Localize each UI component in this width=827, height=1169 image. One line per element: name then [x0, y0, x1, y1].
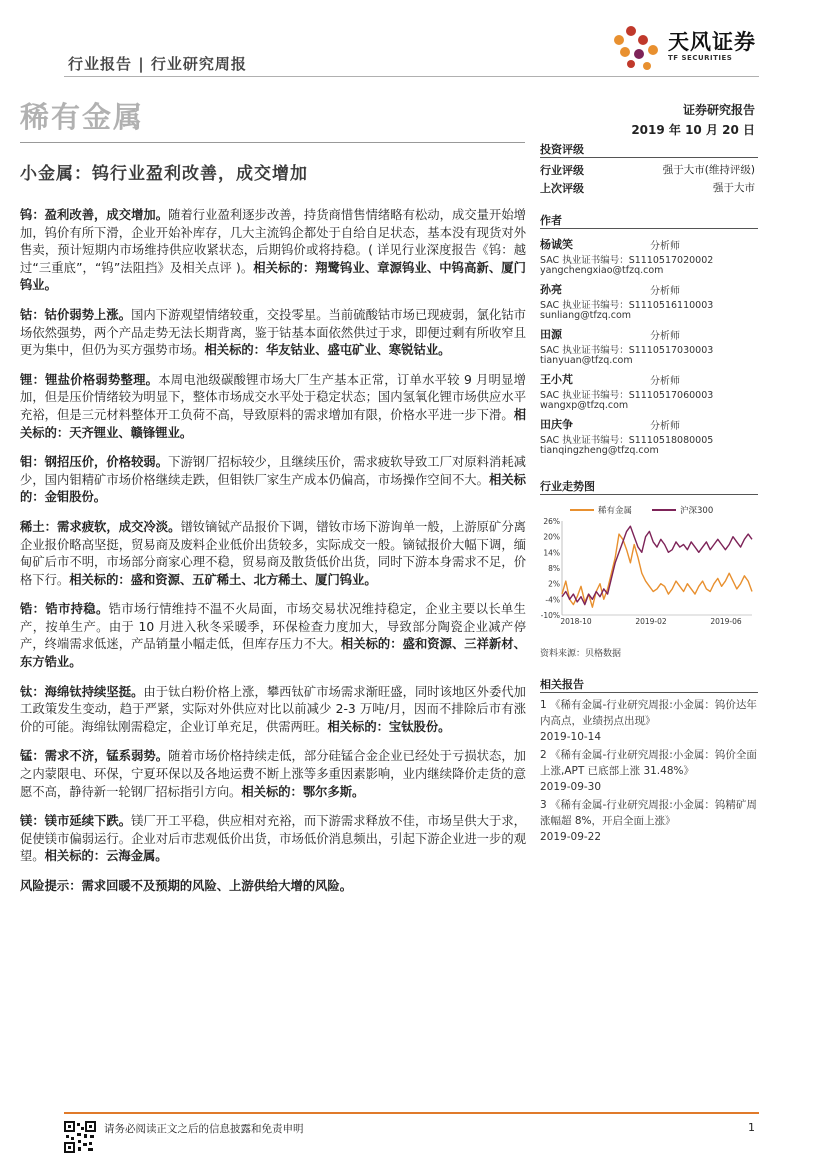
page-number: 1	[748, 1121, 755, 1134]
sector-title: 稀有金属	[20, 100, 145, 134]
rating-label: 行业评级	[540, 164, 584, 177]
author-cert: SAC 执业证书编号：S1110517020002	[540, 255, 714, 266]
paragraph-magnesium	[20, 813, 526, 866]
para-keyword: 钛：海绵钛持续坚挺。	[20, 684, 144, 699]
author-name: 王小芃	[540, 373, 573, 386]
paragraph-rare-earth	[20, 519, 526, 589]
paragraph-lithium	[20, 372, 526, 442]
rating-label: 上次评级	[540, 182, 584, 195]
para-text: 镨钕镝铽产品报价下调，镨钕市场下游询单一般，上游原矿分离企业报价略高坚挺，贸易商及废料企业低价出货较多，实际成交一般。镝铽报价大幅下调，缅甸矿后市不明，市场部分商家心理不稳，贸易商及散货低价出货，同时下游本身需求不足，价格下行。	[20, 519, 526, 587]
para-keyword: 钴：钴价弱势上涨。	[20, 307, 132, 322]
para-keyword: 钼：钢招压价，价格较弱。	[20, 455, 169, 470]
para-text: 国内下游观望情绪较重，交投零星。当前硫酸钴市场已现疲弱，氯化钴市场依然强势，两个产品走势无法长期背离，鉴于钴基本面依然供过于求，即便过剩有所收窄且更为集中，但仍为买方强势市场。	[20, 307, 526, 358]
x-tick-label: 2019-06	[710, 617, 742, 626]
author-name: 田源	[540, 328, 562, 341]
para-related: 相关标的：盛和资源、五矿稀土、北方稀土、厦门钨业。	[69, 572, 377, 587]
legend-label: 沪深300	[680, 506, 714, 516]
rating-value: 强于大市(维持评级)	[662, 164, 755, 176]
y-tick-label: 20%	[543, 532, 560, 542]
author-email[interactable]: yangchengxiao@tfzq.com	[540, 265, 664, 276]
logo-dot	[638, 35, 648, 45]
para-keyword: 锆：锆市持稳。	[20, 602, 109, 617]
chart-source: 资料来源：贝格数据	[540, 649, 622, 659]
logo-en: TF SECURITIES	[668, 54, 733, 62]
author-email[interactable]: sunliang@tfzq.com	[540, 310, 632, 321]
author-name: 杨诚笑	[540, 238, 573, 251]
report-title: 小金属：钨行业盈利改善，成交增加	[20, 164, 308, 184]
para-text: 镁厂开工平稳，供应相对充裕，而下游需求释放不佳，市场呈供大于求，促使镁市偏弱运行。企业对后市悲观低价出货，市场低价消息频出，引起下游企业进一步的观望。	[20, 814, 526, 864]
paragraph-tungsten	[20, 207, 526, 295]
related-list	[540, 697, 758, 845]
trend-heading: 行业走势图	[540, 480, 595, 493]
authors-divider	[540, 228, 758, 229]
logo-dot	[648, 45, 658, 55]
logo-dot	[626, 26, 636, 36]
report-body	[20, 207, 526, 896]
logo-name: 天风证券	[668, 30, 756, 54]
logo-dot	[620, 47, 630, 57]
author-name: 田庆争	[540, 418, 573, 431]
header-divider	[64, 76, 759, 77]
author-role: 分析师	[650, 286, 680, 297]
rating-value: 强于大市	[713, 182, 755, 194]
para-keyword: 稀土：需求疲软，成交冷淡。	[20, 519, 181, 534]
authors-heading: 作者	[540, 214, 562, 227]
para-related: 相关标的：鄂尔多斯。	[241, 784, 365, 799]
author-email[interactable]: wangxp@tfzq.com	[540, 400, 629, 411]
related-report-link[interactable]: 2 《稀有金属-行业研究周报:小金属：钨价全面上涨,APT 已底部上涨 31.48%》	[540, 749, 757, 777]
y-tick-label: -4%	[545, 595, 560, 605]
logo-dot	[627, 60, 635, 68]
trend-divider	[540, 494, 758, 495]
author-cert: SAC 执业证书编号：S1110518080005	[540, 435, 714, 446]
logo-dot	[634, 49, 644, 59]
x-tick-label: 2019-02	[635, 617, 667, 626]
related-report-date: 2019-09-30	[540, 781, 602, 793]
y-tick-label: 2%	[548, 579, 560, 589]
logo-dot	[643, 62, 651, 70]
related-heading: 相关报告	[540, 678, 584, 691]
related-report-link[interactable]: 1 《稀有金属-行业研究周报:小金属：钨价达年内高点，业绩拐点出现》	[540, 699, 757, 727]
y-tick-label: 26%	[543, 517, 560, 526]
para-text: 锆市场行情维持不温不火局面，市场交易状况维持稳定，企业主要以长单生产，按单生产。由于 10 月进入秋冬采暖季，环保检查力度加大，导致部分陶瓷企业减产停产，终端需求低迷，产品销量小幅走低，但库存压力不大。	[20, 602, 526, 652]
risk-warning: 风险提示：需求回暖不及预期的风险、上游供给大增的风险。	[20, 879, 353, 893]
qr-code-icon[interactable]	[64, 1121, 96, 1153]
report-type: 行业报告 | 行业研究周报	[68, 55, 247, 73]
logo-dot	[614, 35, 624, 45]
para-related: 相关标的：云海金属。	[44, 849, 168, 864]
paragraph-zirconium	[20, 601, 526, 671]
para-text: 本周电池级碳酸锂市场大厂生产基本正常，订单水平较 9 月明显增加，但是压价情绪较为明显下，整体市场成交水平处于稳定状态；国内氢氧化锂市场供应水平充裕，但是三元材料整体开工负荷不高，导致原料的需求增加有限，价格水平进一步下滑。	[20, 372, 526, 422]
x-tick-label: 2018-10	[560, 617, 592, 626]
y-tick-label: 14%	[543, 548, 560, 558]
para-keyword: 锰：需求不济，锰系弱势。	[20, 749, 169, 764]
report-kind: 证券研究报告	[682, 103, 755, 117]
para-keyword: 镁：镁市延续下跌。	[20, 814, 132, 829]
footer-divider	[64, 1112, 759, 1114]
legend-label: 稀有金属	[598, 506, 633, 516]
author-cert: SAC 执业证书编号：S1110516110003	[540, 300, 714, 311]
paragraph-molybdenum	[20, 454, 526, 507]
para-related: 相关标的：翔鹭钨业、章源钨业、中钨高新、厦门钨业。	[20, 260, 526, 293]
author-role: 分析师	[650, 331, 680, 342]
author-role: 分析师	[650, 421, 680, 432]
para-related: 相关标的：华友钴业、盛屯矿业、寒锐钴业。	[204, 343, 451, 358]
paragraph-titanium	[20, 684, 526, 737]
author-role: 分析师	[650, 376, 680, 387]
series-line	[562, 526, 752, 604]
rating-divider	[540, 157, 758, 158]
para-keyword: 锂：锂盐价格弱势整理。	[20, 372, 159, 387]
author-role: 分析师	[650, 241, 680, 252]
y-tick-label: -10%	[540, 611, 560, 620]
rating-heading: 投资评级	[540, 143, 584, 156]
para-keyword: 钨：盈利改善，成交增加。	[20, 208, 169, 222]
related-report-date: 2019-09-22	[540, 831, 602, 843]
para-related: 相关标的：盛和资源、三祥新材、东方锆业。	[20, 637, 526, 670]
para-text: 下游钢厂招标较少，且继续压价，需求疲软导致工厂对原料消耗减少，国内钼精矿市场价格继续走跌，但钼铁厂家生产成本仍偏高，市场操作空间不大。	[20, 455, 526, 487]
sector-divider	[20, 142, 525, 143]
footer-disclaimer: 请务必阅读正文之后的信息披露和免责申明	[104, 1123, 304, 1135]
para-text: 随着行业盈利逐步改善，持货商惜售情绪略有松动，成交量开始增加，钨价有所下滑，企业开始补库存，几大主流钨企都处于自给自足状态，基本没有现货对外售卖，预计短期内市场维持供应收紧状态，后期钨价或将持稳。( 详见行业深度报告《钨：越过“三重底”，“钨”法阻挡》及相关点评 )。	[20, 208, 526, 275]
para-text: 随着市场价格持续走低，部分硅锰合金企业已经处于亏损状态，加之内蒙限电、环保，宁夏环保以及各地运费不断上涨等多重因素影响，业内继续降价走货的意愿不高，静待新一轮钢厂招标指引方向。	[20, 749, 526, 799]
trend-chart	[540, 503, 758, 628]
author-cert: SAC 执业证书编号：S1110517060003	[540, 390, 714, 401]
paragraph-manganese	[20, 748, 526, 801]
y-tick-label: 8%	[548, 564, 560, 573]
related-report-link[interactable]: 3 《稀有金属-行业研究周报:小金属：钨精矿周涨幅超 8%，开启全面上涨》	[540, 799, 757, 827]
para-related: 相关标的：天齐锂业、赣锋锂业。	[20, 407, 526, 440]
report-date: 2019 年 10 月 20 日	[631, 123, 755, 137]
author-email[interactable]: tianyuan@tfzq.com	[540, 355, 633, 366]
author-email[interactable]: tianqingzheng@tfzq.com	[540, 445, 659, 456]
para-text: 由于钛白粉价格上涨，攀西钛矿市场需求渐旺盛，同时该地区外委代加工政策发生变动，趋于严紧，实际对外供应对比以前减少 2-3 万吨/月，因而不排除后市有涨价的可能。海绵钛刚需稳定，企业订单充足，供需两旺。	[20, 684, 527, 734]
para-related: 相关标的：金钼股份。	[20, 472, 526, 505]
paragraph-cobalt	[20, 307, 526, 360]
para-related: 相关标的：宝钛股份。	[327, 719, 451, 734]
author-cert: SAC 执业证书编号：S1110517030003	[540, 345, 714, 356]
author-name: 孙亮	[540, 283, 562, 296]
related-report-date: 2019-10-14	[540, 731, 602, 743]
related-divider	[540, 692, 758, 693]
